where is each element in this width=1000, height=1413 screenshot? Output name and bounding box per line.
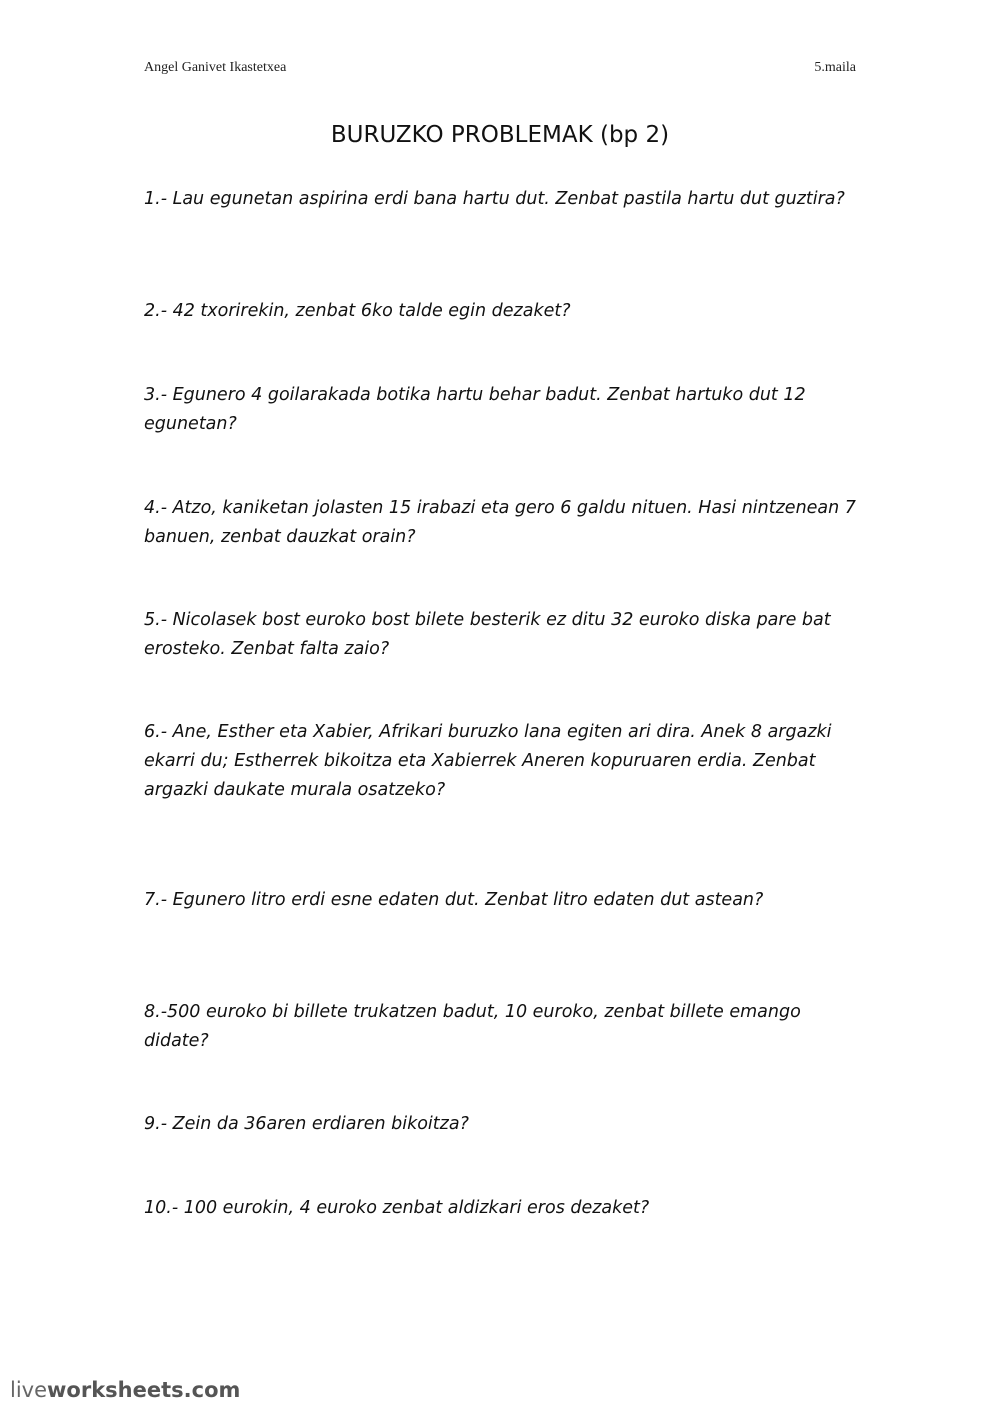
question-3: 3.- Egunero 4 goilarakada botika hartu behar badut. Zenbat hartuko dut 12 egunetan? xyxy=(144,385,806,434)
liveworksheets-logo[interactable] xyxy=(10,1378,240,1402)
question-6: 6.- Ane, Esther eta Xabier, Afrikari buruzko lana egiten ari dira. Anek 8 argazki ekarri du; Estherrek bikoitza eta Xabierrek Aneren kopuruaren erdia. Zenbat argazki daukate murala osatzeko? xyxy=(144,722,832,800)
header-grade: 5.maila xyxy=(814,60,856,75)
question-8: 8.-500 euroko bi billete trukatzen badut, 10 euroko, zenbat billete emango didate? xyxy=(144,1002,801,1051)
question-1: 1.- Lau egunetan aspirina erdi bana hartu dut. Zenbat pastila hartu dut guztira? xyxy=(144,189,845,209)
question-4: 4.- Atzo, kaniketan jolasten 15 irabazi eta gero 6 galdu nituen. Hasi nintzenean 7 banuen, zenbat dauzkat orain? xyxy=(144,498,856,547)
question-5: 5.- Nicolasek bost euroko bost bilete besterik ez ditu 32 euroko diska pare bat erosteko. Zenbat falta zaio? xyxy=(144,610,831,659)
logo-text-bold: worksheets.com xyxy=(47,1378,241,1402)
question-2: 2.- 42 txorirekin, zenbat 6ko talde egin dezaket? xyxy=(144,301,571,321)
page-title: BURUZKO PROBLEMAK (bp 2) xyxy=(330,122,670,148)
question-7: 7.- Egunero litro erdi esne edaten dut. Zenbat litro edaten dut astean? xyxy=(144,890,764,910)
question-9: 9.- Zein da 36aren erdiaren bikoitza? xyxy=(144,1114,469,1134)
header-school-name: Angel Ganivet Ikastetxea xyxy=(144,60,287,75)
logo-text-light: live xyxy=(10,1378,48,1402)
question-10: 10.- 100 eurokin, 4 euroko zenbat aldizkari eros dezaket? xyxy=(144,1198,650,1218)
